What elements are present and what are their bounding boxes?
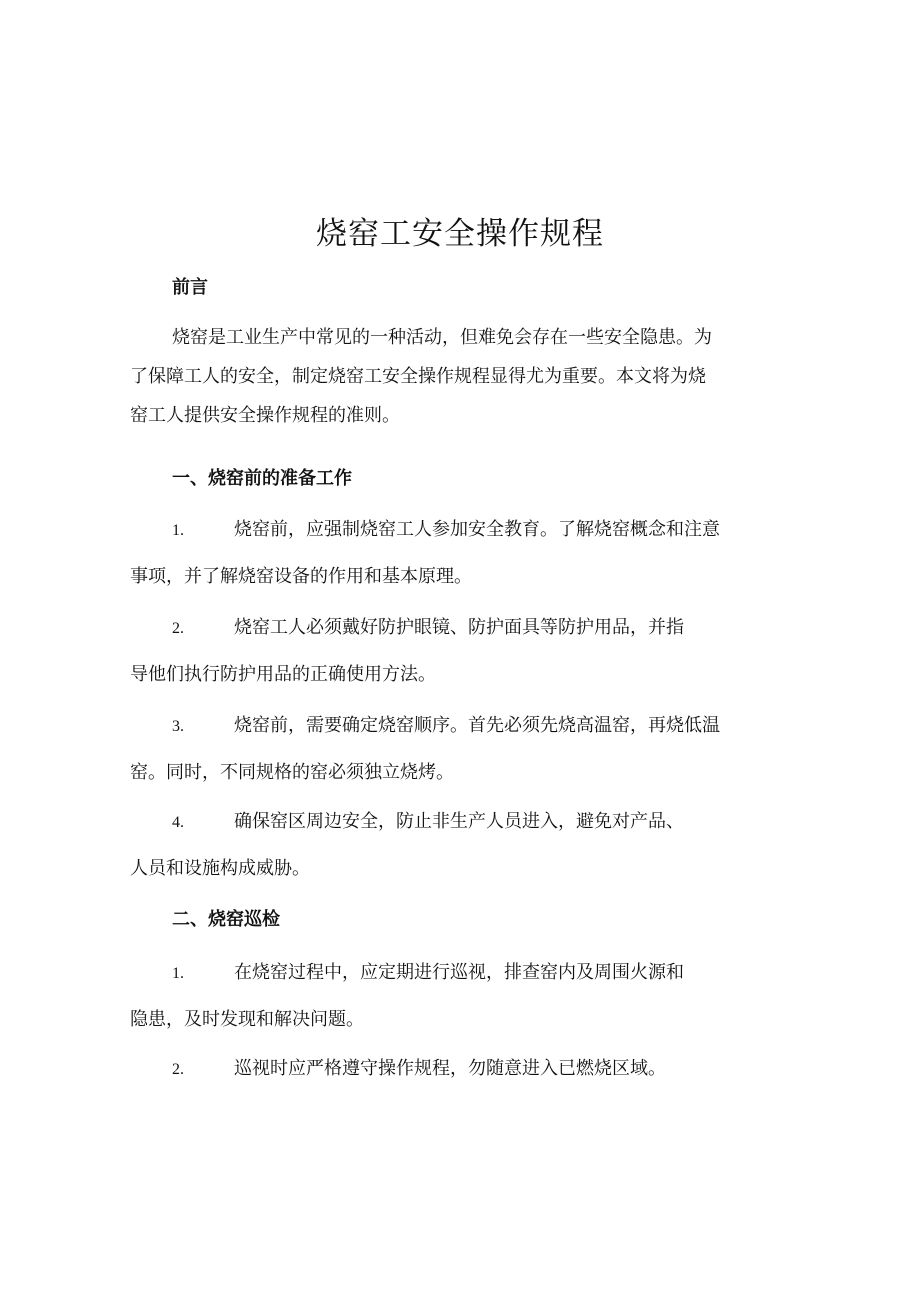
item-number: 1. <box>172 965 184 982</box>
item-text-continued: 隐患，及时发现和解决问题。 <box>130 1009 364 1030</box>
list-item <box>130 949 790 1043</box>
item-text: 在烧窑过程中，应定期进行巡视，排查窑内及周围火源和 <box>234 962 684 983</box>
item-text-continued: 导他们执行防护用品的正确使用方法。 <box>130 664 436 685</box>
item-text-continued: 事项，并了解烧窑设备的作用和基本原理。 <box>130 566 472 587</box>
preface-paragraph <box>130 318 790 435</box>
item-text: 确保窑区周边安全，防止非生产人员进入，避免对产品、 <box>234 811 684 832</box>
item-number: 4. <box>172 814 184 831</box>
item-text: 烧窑前，应强制烧窑工人参加安全教育。了解烧窑概念和注意 <box>234 519 720 540</box>
list-item <box>130 1045 790 1092</box>
section-heading-preparation: 一、烧窑前的准备工作 <box>172 468 352 489</box>
preface-line: 窑工人提供安全操作规程的准则。 <box>130 405 400 426</box>
list-item <box>130 506 790 600</box>
preface-line: 了保障工人的安全，制定烧窑工安全操作规程显得尤为重要。本文将为烧 <box>130 366 706 387</box>
item-text: 烧窑工人必须戴好防护眼镜、防护面具等防护用品，并指 <box>234 617 684 638</box>
item-number: 2. <box>172 1061 184 1078</box>
item-text-continued: 窑。同时，不同规格的窑必须独立烧烤。 <box>130 762 454 783</box>
list-item <box>130 798 790 892</box>
item-number: 3. <box>172 718 184 735</box>
preface-heading: 前言 <box>172 277 208 298</box>
list-item <box>130 604 790 698</box>
list-item <box>130 702 790 796</box>
preface-line: 烧窑是工业生产中常见的一种活动，但难免会存在一些安全隐患。为 <box>172 327 712 348</box>
document-title: 烧窑工安全操作规程 <box>316 216 604 252</box>
item-text: 烧窑前，需要确定烧窑顺序。首先必须先烧高温窑，再烧低温 <box>234 715 720 736</box>
item-text-continued: 人员和设施构成威胁。 <box>130 858 310 879</box>
item-text: 巡视时应严格遵守操作规程，勿随意进入已燃烧区域。 <box>234 1058 666 1079</box>
item-number: 1. <box>172 522 184 539</box>
item-number: 2. <box>172 620 184 637</box>
section-heading-inspection: 二、烧窑巡检 <box>172 909 280 930</box>
